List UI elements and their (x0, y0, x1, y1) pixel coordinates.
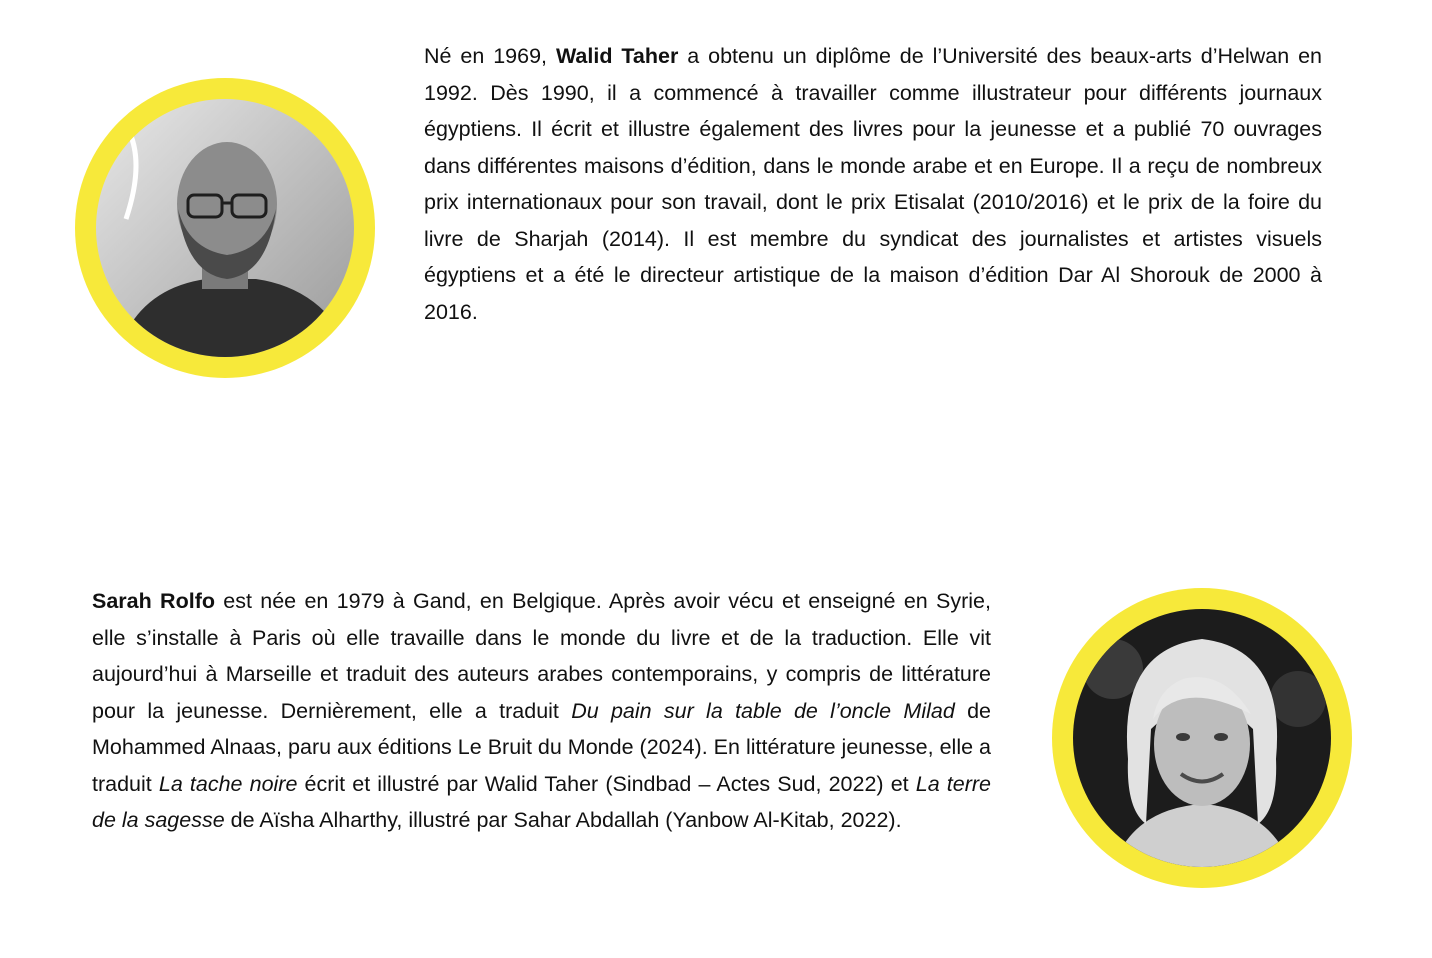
rolfo-bio-part4: de Aïsha Alharthy, illustré par Sahar Abdallah (Yanbow Al-Kitab, 2022). (224, 808, 902, 832)
taher-name: Walid Taher (555, 44, 679, 68)
sarah-rolfo-portrait (1052, 588, 1352, 888)
walid-taher-photo (96, 99, 354, 357)
rolfo-bio-part2: de Mohammed Alnaas, paru aux éditions Le Bruit du Monde (2024). En littérature jeunesse, elle a traduit (92, 698, 991, 796)
taher-bio-body: a obtenu un diplôme de l’Université des beaux-arts d’Helwan en 1992. Dès 1990, il a commencé à travailler comme illustrateur pour différents journaux égyptiens. Il écrit et illustre également des livres pour la jeunesse et a publié 70 ouvrages dans différentes maisons d’édition, dans le monde arabe et en Europe. Il a reçu de nombreux prix internationaux pour son travail, dont le prix Etisalat (2010/2016) et le prix de la foire du livre de Sharjah (2014). Il est membre du syndicat des journalistes et artistes visuels égyptiens et a été le directeur artistique de la maison d’édition Dar Al Shorouk de 2000 à 2016. (424, 44, 1323, 324)
sarah-rolfo-photo (1073, 609, 1331, 867)
walid-taher-portrait (75, 78, 375, 378)
taher-bio-intro: Né en 1969, (424, 44, 556, 68)
rolfo-bio-part1: est née en 1979 à Gand, en Belgique. Après avoir vécu et enseigné en Syrie, elle s’installe à Paris où elle travaille dans le monde du livre et de la traduction. Elle vit aujourd’hui à Marseille et traduit des auteurs arabes contemporains, y compris de littérature pour la jeunesse. Dernièrement, elle a traduit (92, 589, 991, 723)
sarah-rolfo-bio (92, 583, 991, 839)
rolfo-book-title-3: La terre de la sagesse (92, 771, 991, 832)
rolfo-bio-part3: écrit et illustré par Walid Taher (Sindbad – Actes Sud, 2022) et (297, 771, 916, 796)
rolfo-book-title-1: Du pain sur la table de l’oncle Milad (571, 698, 955, 723)
rolfo-book-title-2: La tache noire (158, 771, 298, 796)
rolfo-name: Sarah Rolfo (92, 589, 215, 613)
walid-taher-bio (424, 38, 1322, 330)
